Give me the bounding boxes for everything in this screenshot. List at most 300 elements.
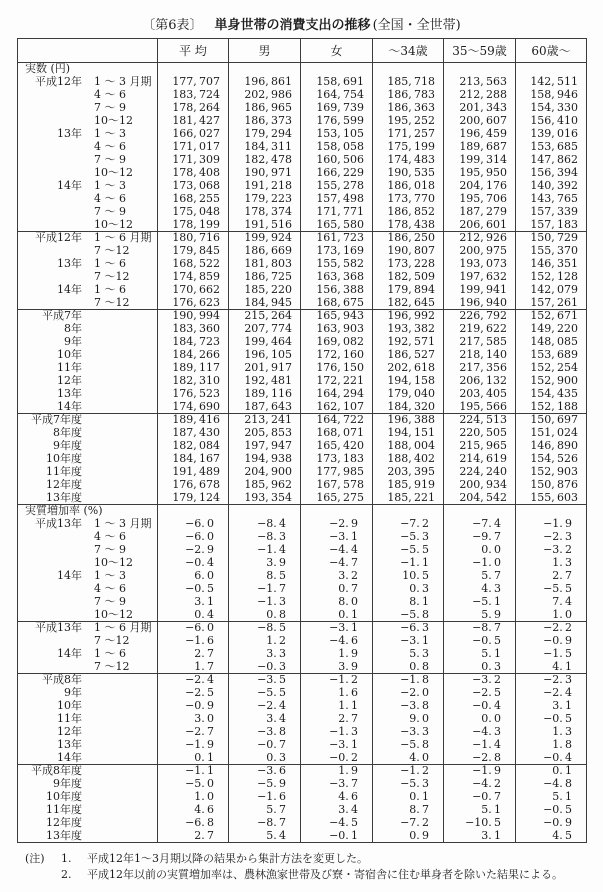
value-cell: 201, 917	[229, 362, 301, 375]
row-period: 1 〜 3 月期	[94, 517, 152, 530]
row-period: 1 〜 3	[94, 569, 126, 582]
value-cell: −0. 9	[516, 635, 587, 648]
title-scope: (全国・全世帯)	[372, 18, 461, 33]
value-cell: −0. 1	[301, 830, 373, 843]
empty-cell	[301, 505, 373, 518]
row-period: 4 〜 6	[94, 140, 126, 153]
table-block	[18, 674, 587, 765]
value-cell: 179, 040	[373, 388, 444, 401]
table-row	[18, 76, 587, 89]
value-cell: 181, 427	[158, 115, 229, 128]
value-cell: 184, 167	[158, 453, 229, 466]
row-label-cell	[18, 414, 158, 427]
value-cell: 199, 314	[444, 154, 516, 167]
row-year: 12年度	[46, 478, 82, 491]
row-label-cell	[18, 518, 158, 531]
value-cell: 163, 368	[301, 271, 373, 284]
value-cell: 175, 199	[373, 141, 444, 154]
value-cell: 224, 240	[444, 466, 516, 479]
row-period: 7 〜 9	[94, 101, 126, 114]
row-year: 9年度	[53, 439, 82, 452]
value-cell: 165, 580	[301, 219, 373, 232]
row-label-cell	[18, 141, 158, 154]
value-cell: 173, 183	[301, 453, 373, 466]
table-row	[18, 518, 587, 531]
value-cell: −0. 4	[158, 557, 229, 570]
value-cell: 189, 416	[158, 414, 229, 427]
value-cell: −0. 7	[444, 791, 516, 804]
value-cell: 192, 481	[229, 375, 301, 388]
empty-cell	[373, 63, 444, 76]
row-label-cell	[18, 362, 158, 375]
value-cell: 164, 722	[301, 414, 373, 427]
row-year: 12年度	[46, 816, 82, 829]
table-row	[18, 752, 587, 765]
value-cell: −4. 3	[444, 726, 516, 739]
value-cell: −2. 4	[229, 700, 301, 713]
note-text: 平成12年以前の実質増加率は、農林漁家世帯及び寮・寄宿舎に住む単身者を除いた結果による。	[87, 868, 563, 881]
value-cell: −1. 9	[444, 765, 516, 778]
value-cell: −2. 8	[444, 752, 516, 765]
table-row	[18, 258, 587, 271]
table-row	[18, 466, 587, 479]
row-year: 14年	[57, 400, 82, 413]
row-label-cell	[18, 583, 158, 596]
table-row	[18, 115, 587, 128]
title-main: 単身世帯の消費支出の推移	[214, 18, 371, 33]
row-label-cell	[18, 271, 158, 284]
row-label-cell	[18, 804, 158, 817]
row-label-cell	[18, 453, 158, 466]
table-row	[18, 544, 587, 557]
value-cell: 169, 082	[301, 336, 373, 349]
value-cell: −1. 5	[516, 648, 587, 661]
value-cell: 219, 622	[444, 323, 516, 336]
value-cell: 0. 1	[301, 609, 373, 622]
table-row	[18, 167, 587, 180]
value-cell: 190, 971	[229, 167, 301, 180]
table-row	[18, 284, 587, 297]
row-label-cell	[18, 440, 158, 453]
row-label-cell	[18, 752, 158, 765]
value-cell: 186, 965	[229, 102, 301, 115]
value-cell: −1. 4	[444, 739, 516, 752]
value-cell: 182, 509	[373, 271, 444, 284]
value-cell: 10. 5	[373, 570, 444, 583]
value-cell: −2. 3	[516, 531, 587, 544]
empty-cell	[444, 505, 516, 518]
row-period: 7 〜12	[94, 660, 130, 673]
value-cell: 194, 158	[373, 375, 444, 388]
value-cell: 183, 724	[158, 89, 229, 102]
value-cell: 184, 723	[158, 336, 229, 349]
value-cell: −1. 1	[158, 765, 229, 778]
row-label-cell	[18, 219, 158, 232]
row-label-cell	[18, 388, 158, 401]
value-cell: −4. 4	[301, 544, 373, 557]
row-label-cell	[18, 89, 158, 102]
header-col-female: 女	[301, 39, 373, 63]
value-cell: −0. 9	[158, 700, 229, 713]
table-row	[18, 622, 587, 635]
row-year: 13年度	[46, 829, 82, 842]
section-label-row	[18, 505, 587, 518]
value-cell: 187, 279	[444, 206, 516, 219]
value-cell: 187, 643	[229, 401, 301, 414]
row-period: 4 〜 6	[94, 530, 126, 543]
value-cell: 3. 1	[444, 830, 516, 843]
value-cell: 178, 199	[158, 219, 229, 232]
value-cell: 3. 4	[229, 713, 301, 726]
value-cell: 182, 310	[158, 375, 229, 388]
value-cell: −3. 1	[301, 622, 373, 635]
value-cell: 183, 360	[158, 323, 229, 336]
value-cell: −7. 2	[373, 817, 444, 830]
row-label-cell	[18, 726, 158, 739]
row-period: 7 〜12	[94, 296, 130, 309]
row-period: 1 〜 6	[94, 647, 126, 660]
value-cell: 7. 4	[516, 596, 587, 609]
row-label-cell	[18, 349, 158, 362]
value-cell: 186, 373	[229, 115, 301, 128]
row-label-cell	[18, 167, 158, 180]
value-cell: 194, 938	[229, 453, 301, 466]
value-cell: 3. 4	[301, 804, 373, 817]
row-period: 10〜12	[94, 114, 133, 127]
table-row	[18, 830, 587, 843]
value-cell: 196, 105	[229, 349, 301, 362]
value-cell: 177, 985	[301, 466, 373, 479]
value-cell: 152, 671	[516, 310, 587, 323]
value-cell: 2. 7	[158, 648, 229, 661]
value-cell: 170, 662	[158, 284, 229, 297]
empty-cell	[516, 505, 587, 518]
value-cell: −5. 8	[373, 609, 444, 622]
table-row	[18, 128, 587, 141]
row-label-cell	[18, 492, 158, 505]
value-cell: 224, 513	[444, 414, 516, 427]
value-cell: 178, 408	[158, 167, 229, 180]
value-cell: 3. 9	[301, 661, 373, 674]
table-row	[18, 778, 587, 791]
value-cell: 201, 343	[444, 102, 516, 115]
value-cell: 168, 675	[301, 297, 373, 310]
row-label-cell	[18, 531, 158, 544]
table-row	[18, 479, 587, 492]
empty-cell	[516, 63, 587, 76]
row-label-cell	[18, 102, 158, 115]
table-row	[18, 804, 587, 817]
value-cell: 184, 266	[158, 349, 229, 362]
row-year: 10年	[57, 699, 82, 712]
row-label-cell	[18, 284, 158, 297]
row-period: 4 〜 6	[94, 88, 126, 101]
row-label-cell	[18, 687, 158, 700]
row-year: 平成13年	[35, 621, 82, 635]
value-cell: 140, 392	[516, 180, 587, 193]
value-cell: 146, 351	[516, 258, 587, 271]
value-cell: −4. 8	[516, 778, 587, 791]
row-year: 平成12年	[35, 231, 82, 245]
table-row	[18, 557, 587, 570]
empty-cell	[373, 505, 444, 518]
value-cell: 185, 221	[373, 492, 444, 505]
value-cell: 184, 945	[229, 297, 301, 310]
row-year: 10年度	[46, 452, 82, 465]
value-cell: 155, 278	[301, 180, 373, 193]
value-cell: 184, 320	[373, 401, 444, 414]
value-cell: 181, 803	[229, 258, 301, 271]
row-year: 11年度	[46, 803, 82, 816]
value-cell: 1. 7	[158, 661, 229, 674]
value-cell: 5. 9	[444, 609, 516, 622]
value-cell: −2. 5	[444, 687, 516, 700]
table-block	[18, 63, 587, 232]
value-cell: 186, 725	[229, 271, 301, 284]
row-label-cell	[18, 700, 158, 713]
value-cell: 1. 6	[301, 687, 373, 700]
section-label-row	[18, 63, 587, 76]
value-cell: 185, 919	[373, 479, 444, 492]
table-row	[18, 765, 587, 778]
value-cell: 154, 435	[516, 388, 587, 401]
value-cell: 186, 018	[373, 180, 444, 193]
value-cell: −6. 3	[373, 622, 444, 635]
value-cell: 176, 150	[301, 362, 373, 375]
value-cell: 157, 261	[516, 297, 587, 310]
row-period: 7 〜 9	[94, 595, 126, 608]
row-year: 10年度	[46, 790, 82, 803]
value-cell: 200, 934	[444, 479, 516, 492]
value-cell: 2. 7	[158, 830, 229, 843]
value-cell: 168, 255	[158, 193, 229, 206]
row-year: 11年	[57, 361, 82, 374]
row-year: 14年	[57, 283, 82, 296]
row-label-cell	[18, 427, 158, 440]
section-label: 実数 (円)	[25, 62, 71, 76]
value-cell: 196, 861	[229, 76, 301, 89]
row-year: 11年度	[46, 465, 82, 478]
value-cell: 180, 716	[158, 232, 229, 245]
value-cell: −10. 5	[444, 817, 516, 830]
value-cell: 191, 516	[229, 219, 301, 232]
value-cell: 156, 388	[301, 284, 373, 297]
value-cell: 4. 6	[158, 804, 229, 817]
value-cell: 178, 264	[158, 102, 229, 115]
note-number: 2.	[61, 868, 72, 881]
value-cell: 176, 523	[158, 388, 229, 401]
value-cell: 161, 723	[301, 232, 373, 245]
value-cell: −1. 2	[373, 765, 444, 778]
value-cell: 199, 924	[229, 232, 301, 245]
value-cell: 157, 339	[516, 206, 587, 219]
value-cell: −2. 4	[516, 687, 587, 700]
value-cell: 162, 107	[301, 401, 373, 414]
value-cell: 212, 288	[444, 89, 516, 102]
value-cell: −1. 3	[229, 596, 301, 609]
value-cell: 3. 3	[229, 648, 301, 661]
row-year: 平成13年	[35, 517, 82, 530]
table-block	[18, 414, 587, 505]
value-cell: −3. 8	[373, 700, 444, 713]
table-row	[18, 440, 587, 453]
value-cell: 203, 395	[373, 466, 444, 479]
header-label-cell	[18, 39, 158, 63]
table-row	[18, 661, 587, 674]
table-row	[18, 193, 587, 206]
row-label-cell	[18, 479, 158, 492]
row-year: 13年	[57, 257, 82, 270]
value-cell: 0. 1	[373, 791, 444, 804]
value-cell: −6. 0	[158, 518, 229, 531]
value-cell: 1. 9	[301, 648, 373, 661]
value-cell: 4. 5	[516, 830, 587, 843]
value-cell: −2. 0	[373, 687, 444, 700]
row-year: 平成7年	[42, 309, 82, 323]
value-cell: 3. 1	[516, 700, 587, 713]
value-cell: 147, 862	[516, 154, 587, 167]
value-cell: 213, 241	[229, 414, 301, 427]
value-cell: 220, 505	[444, 427, 516, 440]
value-cell: 168, 522	[158, 258, 229, 271]
value-cell: 0. 1	[158, 752, 229, 765]
table-block	[18, 505, 587, 622]
row-label-cell	[18, 648, 158, 661]
header-col-60plus: 60歳〜	[516, 39, 587, 63]
table-row	[18, 271, 587, 284]
value-cell: 146, 890	[516, 440, 587, 453]
row-period: 7 〜 9	[94, 543, 126, 556]
value-cell: −3. 5	[229, 674, 301, 687]
value-cell: −5. 5	[229, 687, 301, 700]
value-cell: 165, 275	[301, 492, 373, 505]
value-cell: 1. 8	[516, 739, 587, 752]
table-row	[18, 427, 587, 440]
table-row	[18, 713, 587, 726]
table-row	[18, 180, 587, 193]
empty-cell	[444, 63, 516, 76]
value-cell: 188, 402	[373, 453, 444, 466]
value-cell: 152, 188	[516, 401, 587, 414]
value-cell: 185, 220	[229, 284, 301, 297]
value-cell: −8. 7	[229, 817, 301, 830]
value-cell: 186, 363	[373, 102, 444, 115]
table-row	[18, 583, 587, 596]
value-cell: 152, 254	[516, 362, 587, 375]
value-cell: −1. 9	[158, 739, 229, 752]
row-label-cell	[18, 193, 158, 206]
table-row	[18, 739, 587, 752]
value-cell: 155, 582	[301, 258, 373, 271]
value-cell: −3. 2	[516, 544, 587, 557]
value-cell: 0. 0	[444, 544, 516, 557]
row-year: 9年	[64, 686, 82, 699]
value-cell: −0. 4	[444, 700, 516, 713]
value-cell: 9. 0	[373, 713, 444, 726]
value-cell: −2. 9	[301, 518, 373, 531]
table-row	[18, 570, 587, 583]
value-cell: 193, 073	[444, 258, 516, 271]
value-cell: −5. 1	[444, 596, 516, 609]
value-cell: 158, 946	[516, 89, 587, 102]
table-row	[18, 349, 587, 362]
value-cell: −3. 1	[373, 635, 444, 648]
header-col-35to59: 35〜59歳	[444, 39, 516, 63]
row-period: 4 〜 6	[94, 582, 126, 595]
row-label-cell	[18, 674, 158, 687]
value-cell: 4. 6	[301, 791, 373, 804]
value-cell: 165, 943	[301, 310, 373, 323]
value-cell: 187, 430	[158, 427, 229, 440]
row-label-cell	[18, 557, 158, 570]
value-cell: −0. 9	[516, 817, 587, 830]
value-cell: 199, 941	[444, 284, 516, 297]
value-cell: 167, 578	[301, 479, 373, 492]
value-cell: 196, 459	[444, 128, 516, 141]
value-cell: −1. 6	[158, 635, 229, 648]
row-label-cell	[18, 76, 158, 89]
row-label-cell	[18, 258, 158, 271]
row-year: 14年	[57, 751, 82, 764]
value-cell: 190, 807	[373, 245, 444, 258]
table-block	[18, 310, 587, 414]
row-year: 平成7年度	[31, 413, 82, 427]
value-cell: 185, 962	[229, 479, 301, 492]
row-year: 9年度	[53, 777, 82, 790]
value-cell: −0. 3	[229, 661, 301, 674]
row-year: 平成8年	[42, 673, 82, 687]
header-col-average: 平 均	[158, 39, 229, 63]
value-cell: 3. 1	[158, 596, 229, 609]
row-label-cell	[18, 609, 158, 622]
row-year: 13年	[57, 738, 82, 751]
value-cell: 5. 7	[229, 804, 301, 817]
row-label-cell	[18, 466, 158, 479]
row-year: 平成12年	[35, 75, 82, 88]
value-cell: 166, 027	[158, 128, 229, 141]
value-cell: 207, 774	[229, 323, 301, 336]
value-cell: 200, 607	[444, 115, 516, 128]
table-row	[18, 700, 587, 713]
value-cell: 157, 498	[301, 193, 373, 206]
row-period: 10〜12	[94, 166, 133, 179]
row-period: 7 〜12	[94, 270, 130, 283]
value-cell: −2. 9	[158, 544, 229, 557]
value-cell: −6. 0	[158, 622, 229, 635]
value-cell: −5. 3	[373, 778, 444, 791]
value-cell: 154, 526	[516, 453, 587, 466]
value-cell: 185, 718	[373, 76, 444, 89]
value-cell: 8. 5	[229, 570, 301, 583]
value-cell: 184, 311	[229, 141, 301, 154]
value-cell: −1. 2	[301, 674, 373, 687]
value-cell: 213, 563	[444, 76, 516, 89]
value-cell: 171, 017	[158, 141, 229, 154]
value-cell: 196, 388	[373, 414, 444, 427]
table-block	[18, 622, 587, 674]
value-cell: 196, 992	[373, 310, 444, 323]
value-cell: 171, 771	[301, 206, 373, 219]
value-cell: 153, 105	[301, 128, 373, 141]
value-cell: 179, 223	[229, 193, 301, 206]
value-cell: 4. 0	[373, 752, 444, 765]
row-year: 14年	[57, 647, 82, 660]
row-label-cell	[18, 830, 158, 843]
value-cell: 173, 228	[373, 258, 444, 271]
table-row	[18, 726, 587, 739]
table-row	[18, 232, 587, 245]
row-period: 7 〜 9	[94, 153, 126, 166]
